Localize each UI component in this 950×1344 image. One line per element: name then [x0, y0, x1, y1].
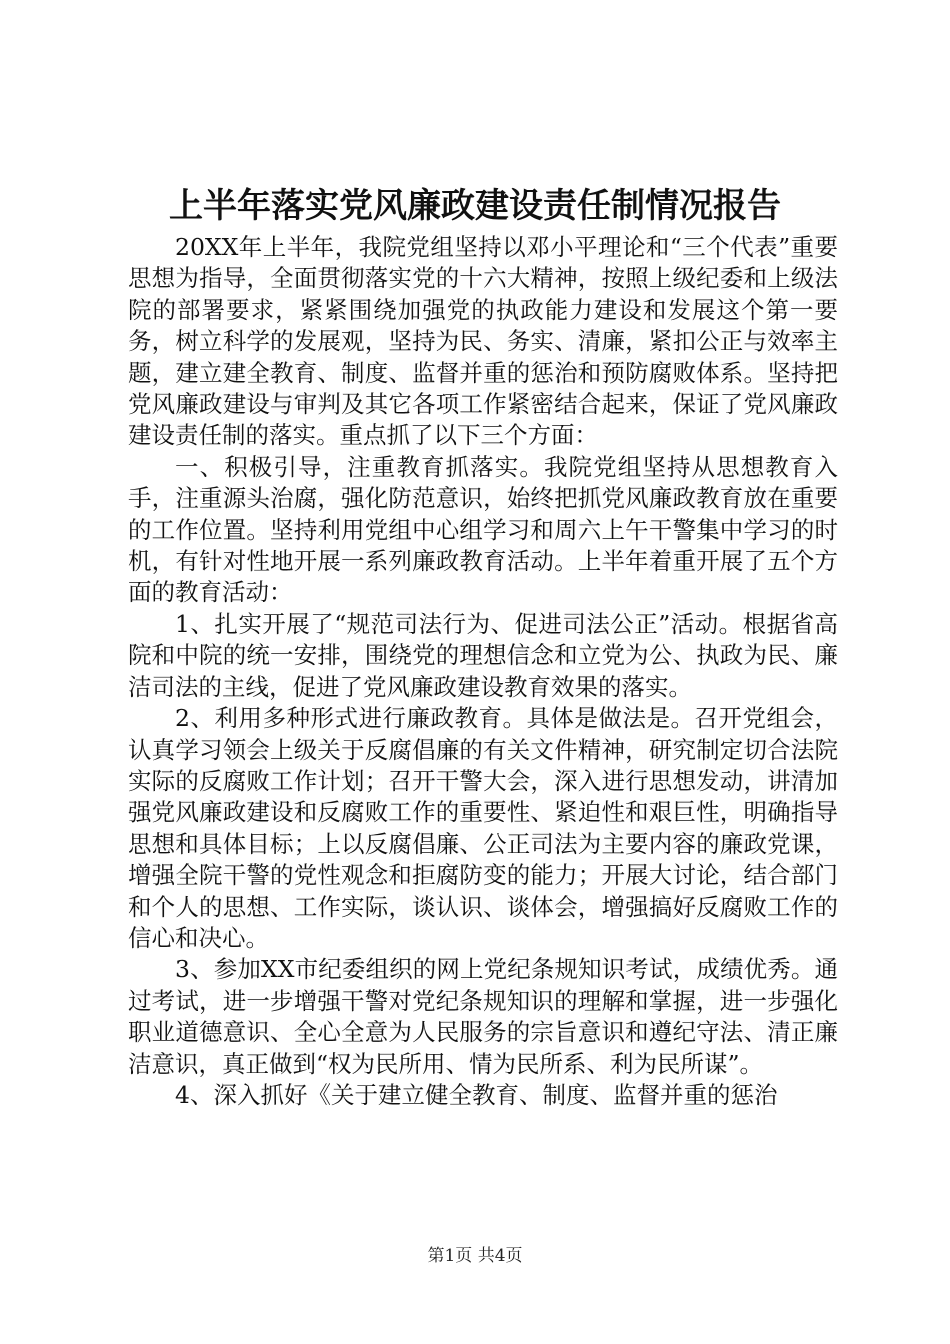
paragraph-section-1: 一、积极引导，注重教育抓落实。我院党组坚持从思想教育入手，注重源头治腐，强化防范意识，始终把抓党风廉政教育放在重要的工作位置。坚持利用党组中心组学习和周六上午干警集中学习的时机，有针对性地开展一系列廉政教育活动。上半年着重开展了五个方面的教育活动：: [128, 452, 838, 607]
paragraph-intro: 20XX年上半年，我院党组坚持以邓小平理论和“三个代表”重要思想为指导，全面贯彻落实党的十六大精神，按照上级纪委和上级法院的部署要求，紧紧围绕加强党的执政能力建设和发展这个第一要务，树立科学的发展观，坚持为民、务实、清廉，紧扣公正与效率主题，建立建全教育、制度、监督并重的惩治和预防腐败体系。坚持把党风廉政建设与审判及其它各项工作紧密结合起来，保证了党风廉政建设责任制的落实。重点抓了以下三个方面：: [128, 233, 838, 450]
paragraph-item-4: 4、深入抓好《关于建立健全教育、制度、监督并重的惩治: [175, 1080, 778, 1109]
paragraph-item-2: 2、利用多种形式进行廉政教育。具体是做法是。召开党组会，认真学习领会上级关于反腐倡廉的有关文件精神，研究制定切合法院实际的反腐败工作计划；召开干警大会，深入进行思想发动，讲清加强党风廉政建设和反腐败工作的重要性、紧迫性和艰巨性，明确指导思想和具体目标；上以反腐倡廉、公正司法为主要内容的廉政党课，增强全院干警的党性观念和拒腐防变的能力；开展大讨论，结合部门和个人的思想、工作实际，谈认识、谈体会，增强搞好反腐败工作的信心和决心。: [128, 704, 838, 952]
paragraph-item-1: 1、扎实开展了“规范司法行为、促进司法公正”活动。根据省高院和中院的统一安排，围绕党的理想信念和立党为公、执政为民、廉洁司法的主线，促进了党风廉政建设教育效果的落实。: [128, 609, 838, 701]
document-title: 上半年落实党风廉政建设责任制情况报告: [169, 186, 781, 226]
document-body: [128, 232, 838, 1111]
paragraph-item-3: 3、参加XX市纪委组织的网上党纪条规知识考试，成绩优秀。通过考试，进一步增强干警对党纪条规知识的理解和掌握，进一步强化职业道德意识、全心全意为人民服务的宗旨意识和遵纪守法、清正廉洁意识，真正做到“权为民所用、情为民所系、利为民所谋”。: [128, 955, 838, 1078]
page-number-footer: 第1页 共4页: [427, 1246, 523, 1266]
